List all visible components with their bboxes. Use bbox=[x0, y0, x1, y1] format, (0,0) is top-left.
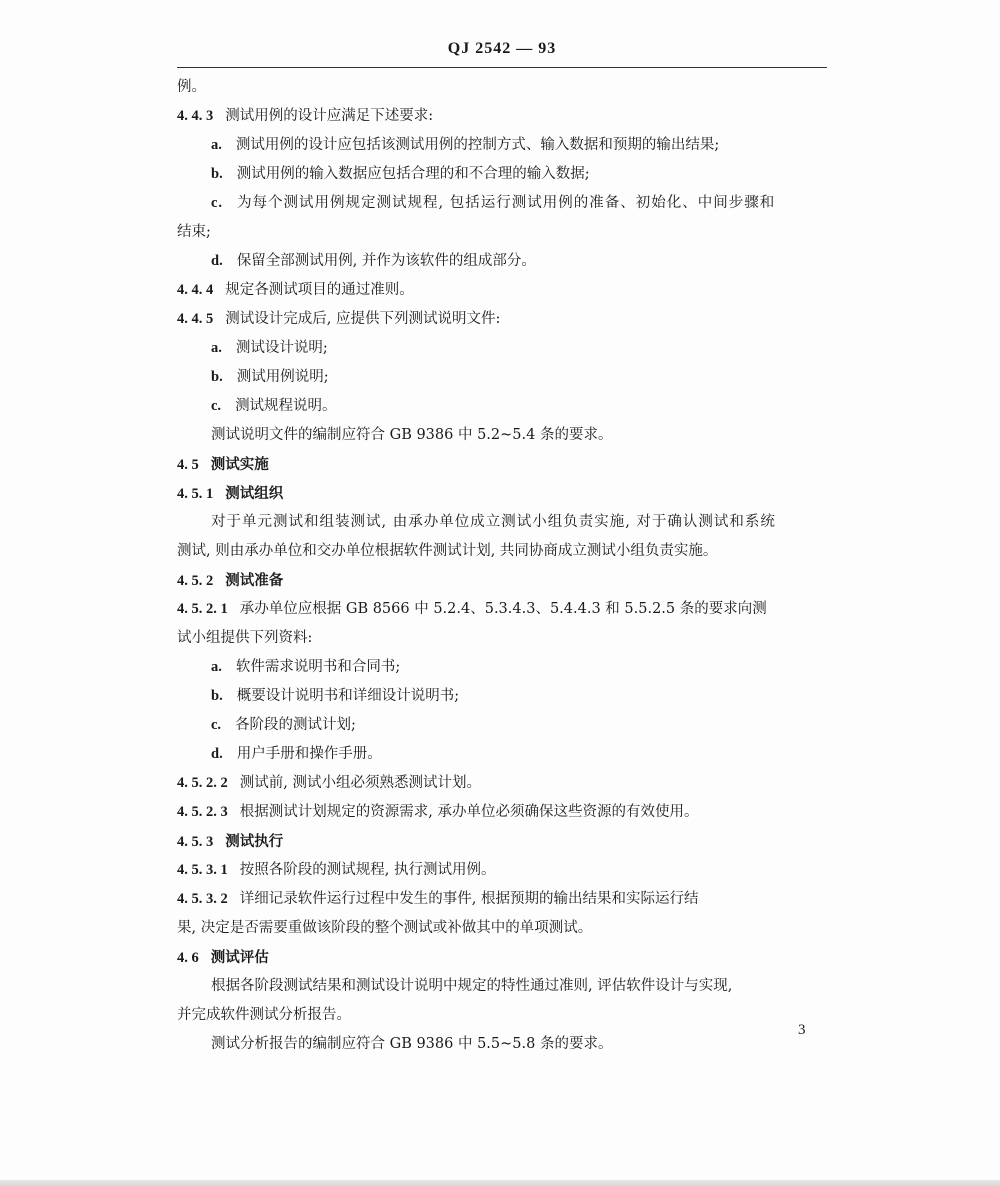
list-item: d. 保留全部测试用例, 并作为该软件的组成部分。 bbox=[211, 253, 536, 269]
clause-number: 4. 4. 4 bbox=[177, 282, 214, 298]
clause-number: 4. 5 bbox=[177, 457, 199, 473]
header-rule bbox=[177, 67, 827, 68]
list-label: c. bbox=[211, 195, 224, 211]
paragraph-line: 测试, 则由承办单位和交办单位根据软件测试计划, 共同协商成立测试小组负责实施。 bbox=[177, 543, 718, 559]
list-label: b. bbox=[211, 369, 223, 385]
list-item: b. 测试用例说明; bbox=[211, 369, 329, 385]
clause-4-5-2-2: 4. 5. 2. 2 测试前, 测试小组必须熟悉测试计划。 bbox=[177, 775, 481, 791]
section-4-6-heading: 4. 6 测试评估 bbox=[177, 949, 269, 966]
clause-4-4-4: 4. 4. 4 规定各测试项目的通过准则。 bbox=[177, 282, 414, 298]
clause-number: 4. 5. 3 bbox=[177, 834, 214, 850]
paragraph-line: 测试说明文件的编制应符合 GB 9386 中 5.2~5.4 条的要求。 bbox=[211, 427, 613, 443]
section-4-5-1-heading: 4. 5. 1 测试组织 bbox=[177, 485, 284, 502]
text-line: 试小组提供下列资料: bbox=[177, 630, 313, 646]
clause-4-4-3: 4. 4. 3 测试用例的设计应满足下述要求: bbox=[177, 108, 434, 124]
text-line: 例。 bbox=[177, 79, 206, 95]
list-item: a. 软件需求说明书和合同书; bbox=[211, 659, 401, 675]
list-label: d. bbox=[211, 253, 223, 269]
list-item: c. 为每个测试用例规定测试规程, 包括运行测试用例的准备、初始化、中间步骤和 bbox=[211, 195, 776, 211]
list-label: c. bbox=[211, 717, 222, 733]
page-number: 3 bbox=[798, 1022, 806, 1038]
text-line: 结束; bbox=[177, 224, 211, 240]
clause-4-5-2-1: 4. 5. 2. 1 承办单位应根据 GB 8566 中 5.2.4、5.3.4.3、5.4.4.3 和 5.5.2.5 条的要求向测 bbox=[177, 601, 767, 617]
list-item: a. 测试设计说明; bbox=[211, 340, 328, 356]
clause-4-5-3-1: 4. 5. 3. 1 按照各阶段的测试规程, 执行测试用例。 bbox=[177, 862, 496, 878]
list-label: a. bbox=[211, 340, 222, 356]
section-4-5-3-heading: 4. 5. 3 测试执行 bbox=[177, 833, 284, 850]
clause-number: 4. 5. 1 bbox=[177, 486, 214, 502]
clause-number: 4. 5. 3. 2 bbox=[177, 891, 228, 907]
list-item: a. 测试用例的设计应包括该测试用例的控制方式、输入数据和预期的输出结果; bbox=[211, 137, 720, 153]
list-item: b. 测试用例的输入数据应包括合理的和不合理的输入数据; bbox=[211, 166, 590, 182]
clause-number: 4. 5. 3. 1 bbox=[177, 862, 228, 878]
clause-4-5-3-2: 4. 5. 3. 2 详细记录软件运行过程中发生的事件, 根据预期的输出结果和实际运行结 bbox=[177, 891, 699, 907]
clause-number: 4. 4. 5 bbox=[177, 311, 214, 327]
paragraph-line: 对于单元测试和组装测试, 由承办单位成立测试小组负责实施, 对于确认测试和系统 bbox=[211, 514, 776, 530]
list-label: b. bbox=[211, 166, 223, 182]
list-label: a. bbox=[211, 137, 222, 153]
paragraph-line: 并完成软件测试分析报告。 bbox=[177, 1007, 351, 1023]
clause-number: 4. 5. 2 bbox=[177, 573, 214, 589]
clause-number: 4. 5. 2. 1 bbox=[177, 601, 228, 617]
list-label: d. bbox=[211, 746, 223, 762]
clause-4-5-2-3: 4. 5. 2. 3 根据测试计划规定的资源需求, 承办单位必须确保这些资源的有效使用。 bbox=[177, 804, 699, 820]
clause-number: 4. 5. 2. 3 bbox=[177, 804, 228, 820]
section-4-5-2-heading: 4. 5. 2 测试准备 bbox=[177, 572, 284, 589]
list-item: d. 用户手册和操作手册。 bbox=[211, 746, 382, 762]
clause-number: 4. 4. 3 bbox=[177, 108, 214, 124]
document-body bbox=[177, 73, 827, 1059]
list-label: a. bbox=[211, 659, 222, 675]
text-line: 果, 决定是否需要重做该阶段的整个测试或补做其中的单项测试。 bbox=[177, 920, 593, 936]
clause-number: 4. 5. 2. 2 bbox=[177, 775, 228, 791]
paragraph-line: 测试分析报告的编制应符合 GB 9386 中 5.5~5.8 条的要求。 bbox=[211, 1036, 613, 1052]
paragraph-line: 根据各阶段测试结果和测试设计说明中规定的特性通过准则, 评估软件设计与实现, bbox=[211, 978, 733, 994]
list-item: c. 测试规程说明。 bbox=[211, 398, 337, 414]
list-item: c. 各阶段的测试计划; bbox=[211, 717, 356, 733]
clause-4-4-5: 4. 4. 5 测试设计完成后, 应提供下列测试说明文件: bbox=[177, 311, 501, 327]
list-item: b. 概要设计说明书和详细设计说明书; bbox=[211, 688, 460, 704]
document-code-header: QJ 2542 — 93 bbox=[447, 40, 557, 57]
clause-number: 4. 6 bbox=[177, 950, 199, 966]
list-label: b. bbox=[211, 688, 223, 704]
section-4-5-heading: 4. 5 测试实施 bbox=[177, 456, 269, 473]
list-label: c. bbox=[211, 398, 222, 414]
